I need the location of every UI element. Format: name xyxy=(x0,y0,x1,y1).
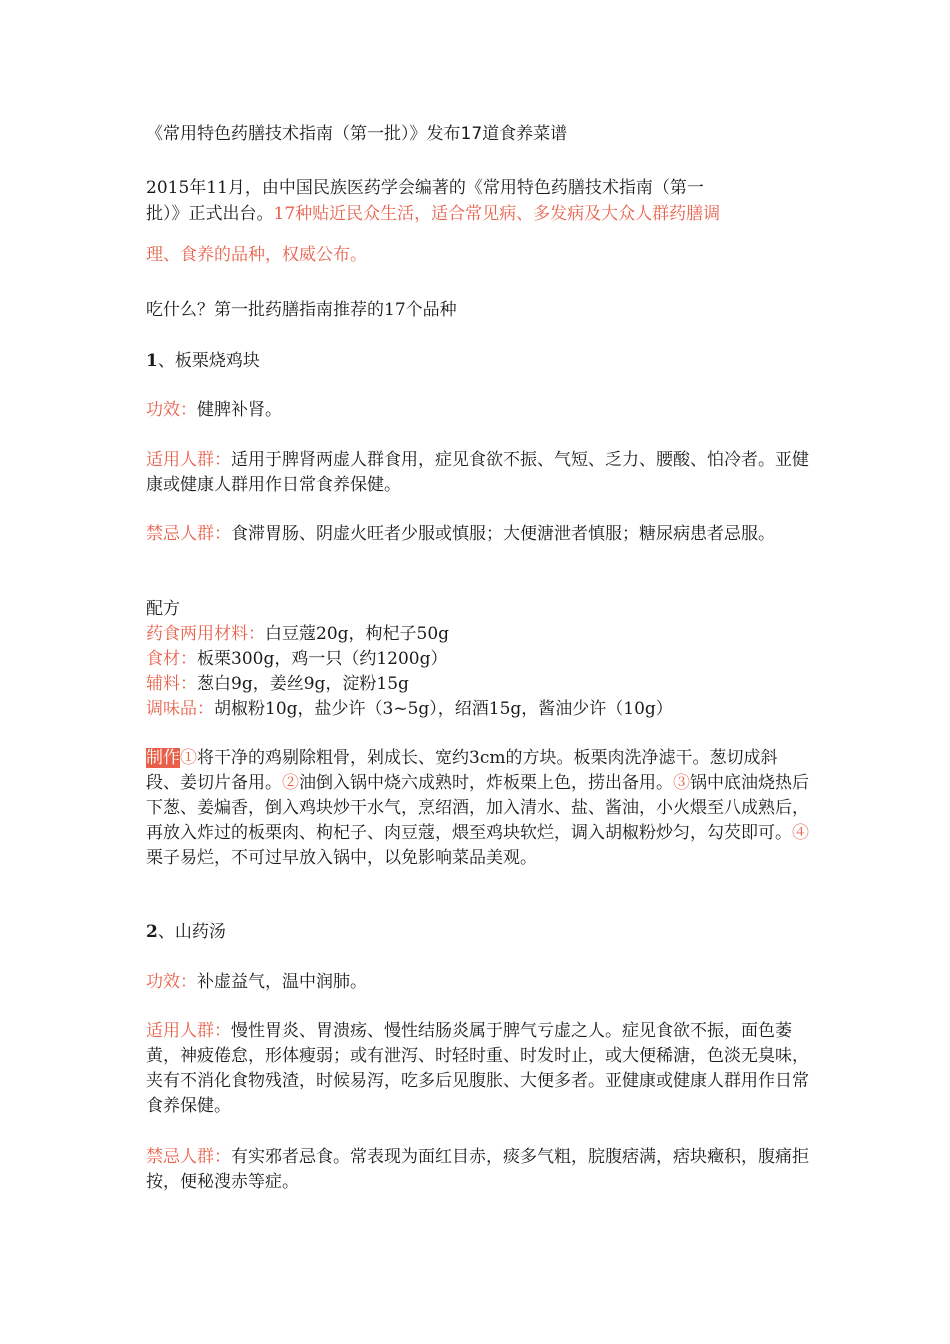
recipe-2-suitable xyxy=(146,1019,810,1119)
aux-text: 葱白9g，姜丝9g，淀粉15g xyxy=(197,674,409,694)
avoid-text: 食滞胃肠、阴虚火旺者少服或慎服；大便溏泄者慎服；糖尿病患者忌服。 xyxy=(231,524,775,544)
section-question: 吃什么？第一批药膳指南推荐的17个品种 xyxy=(146,300,457,320)
avoid-label: 禁忌人群： xyxy=(146,1147,231,1167)
intro-line-2 xyxy=(146,195,810,233)
effect-text: 健脾补肾。 xyxy=(197,400,282,420)
recipe-2-number: 2 xyxy=(146,922,158,942)
step-1-text: 将干净的鸡剔除粗骨，剁成长、宽约3cm的方块。板栗肉洗净滤干。葱切成斜段、姜切片备用。 xyxy=(146,748,778,793)
recipe-1-heading xyxy=(146,349,810,374)
recipe-1-effect xyxy=(146,398,810,423)
effect-label: 功效： xyxy=(146,972,197,992)
effect-text: 补虚益气，温中润肺。 xyxy=(197,972,367,992)
formula-aux xyxy=(146,672,810,697)
avoid-label: 禁忌人群： xyxy=(146,524,231,544)
intro-text: 批）》正式出台。 xyxy=(146,204,274,224)
effect-label: 功效： xyxy=(146,400,197,420)
food-label: 食材： xyxy=(146,649,197,669)
intro-line-1: 2015年11月，由中国民族医药学会编著的《常用特色药膳技术指南（第一 xyxy=(146,178,704,198)
aux-label: 辅料： xyxy=(146,674,197,694)
suitable-label: 适用人群： xyxy=(146,1021,231,1041)
recipe-1-method xyxy=(146,746,810,871)
recipe-1-name: 、板栗烧鸡块 xyxy=(157,351,260,371)
seasoning-text: 胡椒粉10g，盐少许（3~5g），绍酒15g，酱油少许（10g） xyxy=(214,699,673,719)
method-label: 制作 xyxy=(146,748,180,768)
recipe-2-name: 、山药汤 xyxy=(157,922,226,942)
intro-paragraph xyxy=(146,176,810,277)
formula-seasoning xyxy=(146,697,810,722)
recipe-2-heading xyxy=(146,920,810,945)
step-3-text: 锅中底油烧热后下葱、姜煸香，倒入鸡块炒干水气，烹绍酒，加入清水、盐、酱油，小火煨至八成熟后，再放入炸过的板栗肉、枸杞子、肉豆蔻，煨至鸡块软烂，调入胡椒粉炒匀，勾芡即可。 xyxy=(146,773,809,843)
recipe-1-suitable xyxy=(146,448,810,498)
intro-line-3: 理、食养的品种，权威公布。 xyxy=(146,245,367,265)
step-1-mark: ① xyxy=(180,748,197,768)
step-2-text: 油倒入锅中烧六成熟时，炸板栗上色，捞出备用。 xyxy=(299,773,673,793)
step-4-text: 栗子易烂，不可过早放入锅中，以免影响菜品美观。 xyxy=(146,848,537,868)
formula-herb xyxy=(146,622,810,647)
herb-label: 药食两用材料： xyxy=(146,624,265,644)
suitable-text: 适用于脾肾两虚人群食用，症见食欲不振、气短、乏力、腰酸、怕冷者。亚健康或健康人群用作日常食养保健。 xyxy=(146,450,809,495)
recipe-1-number: 1 xyxy=(146,351,158,371)
formula-food xyxy=(146,647,810,672)
step-2-mark: ② xyxy=(282,773,299,793)
avoid-text: 有实邪者忌食。常表现为面红目赤，痰多气粗，脘腹痞满，痞块癥积，腹痛拒按，便秘溲赤等症。 xyxy=(146,1147,809,1192)
seasoning-label: 调味品： xyxy=(146,699,214,719)
step-4-mark: ④ xyxy=(792,823,809,843)
food-text: 板栗300g，鸡一只（约1200g） xyxy=(197,649,448,669)
step-3-mark: ③ xyxy=(673,773,690,793)
recipe-1-formula xyxy=(146,597,810,722)
herb-text: 白豆蔻20g，枸杞子50g xyxy=(265,624,450,644)
formula-heading: 配方 xyxy=(146,599,180,619)
suitable-label: 适用人群： xyxy=(146,450,231,470)
intro-highlight: 17种贴近民众生活，适合常见病、多发病及大众人群药膳调 xyxy=(273,204,721,224)
recipe-2-avoid xyxy=(146,1145,810,1195)
page-title: 《常用特色药膳技术指南（第一批）》发布17道食养菜谱 xyxy=(146,124,568,144)
suitable-text: 慢性胃炎、胃溃疡、慢性结肠炎属于脾气亏虚之人。症见食欲不振，面色萎黄，神疲倦怠，形体瘦弱；或有泄泻、时轻时重、时发时止，或大便稀溏，色淡无臭味，夹有不消化食物残渣，时候易泻，吃多后见腹胀、大便多者。亚健康或健康人群用作日常食养保健。 xyxy=(146,1021,809,1116)
recipe-2-effect xyxy=(146,970,810,995)
recipe-1-avoid xyxy=(146,522,810,547)
